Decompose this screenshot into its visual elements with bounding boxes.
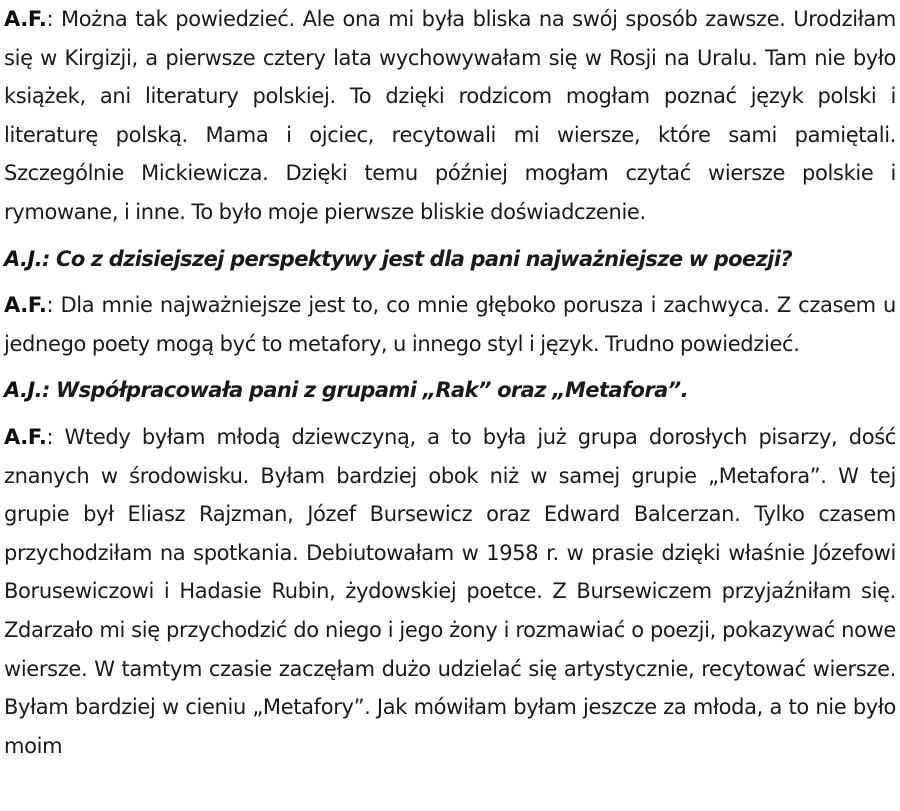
question-text: Współpracowała pani z grupami „Rak” oraz „Metafora”. [56,378,688,403]
answer-paragraph-1: A.F.: Można tak powiedzieć. Ale ona mi była bliska na swój sposób zawsze. Urodziłam się w Kirgizji, a pierwsze cztery lata wychowywałam się w Rosji na Uralu. Tam nie było książek, ani literatury polskiej. To dzięki rodzicom mogłam poznać język polski i literaturę polską. Mama i ojciec, recytowali mi wiersze, które sami pamiętali. Szczególnie Mickiewicza. Dzięki temu później mogłam czytać wiersze polskie i rymowane, i inne. To było moje pierwsze bliskie doświadczenie. [4,7,896,224]
question-text: Co z dzisiejszej perspektywy jest dla pani najważniejsze w poezji? [56,246,793,271]
question-paragraph-2: A.J.: Współpracowała pani z grupami „Rak” oraz „Metafora”. [4,378,688,403]
interview-page [4,0,896,765]
answer-text: Można tak powiedzieć. Ale ona mi była bliska na swój sposób zawsze. Urodziłam się w Kirgizji, a pierwsze cztery lata wychowywałam się w Rosji na Uralu. Tam nie było książek, ani literatury polskiej. To dzięki rodzicom mogłam poznać język polski i literaturę polską. Mama i ojciec, recytowali mi wiersze, które sami pamiętali. Szczególnie Mickiewicza. Dzięki temu później mogłam czytać wiersze polskie i rymowane, i inne. To było moje pierwsze bliskie doświadczenie. [4,7,896,224]
answer-text: Dla mnie najważniejsze jest to, co mnie głęboko porusza i zachwyca. Z czasem u jednego poety mogą być to metafory, u innego styl i język. Trudno powiedzieć. [4,293,896,356]
question-paragraph-1: A.J.: Co z dzisiejszej perspektywy jest dla pani najważniejsze w poezji? [4,246,793,271]
answer-paragraph-2: A.F.: Dla mnie najważniejsze jest to, co mnie głęboko porusza i zachwyca. Z czasem u jednego poety mogą być to metafory, u innego styl i język. Trudno powiedzieć. [4,293,896,356]
speaker-label: A.J. [4,246,43,271]
speaker-label: A.J. [4,378,43,403]
answer-text: Wtedy byłam młodą dziewczyną, a to była już grupa dorosłych pisarzy, dość znanych w środowisku. Byłam bardziej obok niż w samej grupie „Metafora”. W tej grupie był Eliasz Rajzman, Józef Bursewicz oraz Edward Balcerzan. Tylko czasem przychodziłam na spotkania. Debiutowałam w 1958 r. w prasie dzięki właśnie Józefowi Borusewiczowi i Hadasie Rubin, żydowskiej poetce. Z Bursewiczem przyjaźniłam się. Zdarzało mi się przychodzić do niego i jego żony i rozmawiać o poezji, pokazywać nowe wiersze. W tamtym czasie zaczęłam dużo udzielać się artystycznie, recytować wiersze. Byłam bardziej w cieniu „Metafory”. Jak mówiłam byłam jeszcze za młoda, a to nie było moim [4,424,896,758]
answer-paragraph-3: A.F.: Wtedy byłam młodą dziewczyną, a to była już grupa dorosłych pisarzy, dość znanych w środowisku. Byłam bardziej obok niż w samej grupie „Metafora”. W tej grupie był Eliasz Rajzman, Józef Bursewicz oraz Edward Balcerzan. Tylko czasem przychodziłam na spotkania. Debiutowałam w 1958 r. w prasie dzięki właśnie Józefowi Borusewiczowi i Hadasie Rubin, żydowskiej poetce. Z Bursewiczem przyjaźniłam się. Zdarzało mi się przychodzić do niego i jego żony i rozmawiać o poezji, pokazywać nowe wiersze. W tamtym czasie zaczęłam dużo udzielać się artystycznie, recytować wiersze. Byłam bardziej w cieniu „Metafory”. Jak mówiłam byłam jeszcze za młoda, a to nie było moim [4,424,896,758]
speaker-label: A.F. [4,7,47,31]
speaker-label: A.F. [4,293,47,318]
speaker-label: A.F. [4,424,47,449]
